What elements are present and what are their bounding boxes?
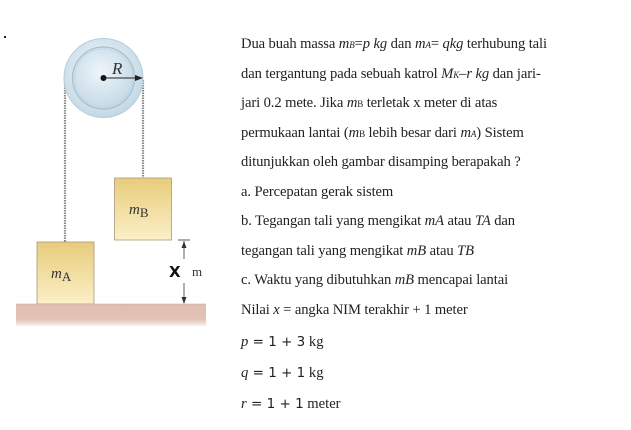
- height-label: X: [169, 263, 181, 281]
- radius-label: R: [112, 59, 123, 78]
- question-b-line-2: tegangan tali yang mengikat mB atau TB: [241, 242, 474, 259]
- pulley: [64, 39, 143, 118]
- problem-line-4: permukaan lantai (mB lebih besar dari mA) Sistem: [241, 124, 524, 141]
- block-b-label: mB: [129, 202, 149, 220]
- question-c: c. Waktu yang dibutuhkan mB mencapai lantai: [241, 272, 509, 288]
- problem-line-3: jari 0.2 mete. Jika mB terletak x meter di atas: [241, 95, 498, 111]
- pulley-diagram: [0, 0, 235, 425]
- question-a: a. Percepatan gerak sistem: [241, 183, 394, 200]
- problem-line-2: dan tergantung pada sebuah katrol MK–r kg dan jari-: [241, 65, 541, 82]
- block-a-label: mA: [51, 266, 72, 284]
- equation-q: q = 1 + 1 kg: [241, 365, 324, 381]
- equation-p: p = 1 + 3 kg: [241, 334, 324, 350]
- floor: [16, 304, 206, 326]
- nilai-x: Nilai x = angka NIM terakhir + 1 meter: [241, 301, 468, 318]
- problem-text: [241, 30, 631, 420]
- problem-line-1: Dua buah massa mB=p kg dan mA= qkg terhubung tali: [241, 36, 547, 52]
- arrow-up-icon: [182, 241, 187, 248]
- arrow-down-icon: [182, 297, 187, 304]
- question-b-line-1: b. Tegangan tali yang mengikat mA atau TA dan: [241, 213, 516, 229]
- height-unit: m: [192, 264, 203, 279]
- equation-r: r = 1 + 1 meter: [241, 396, 341, 412]
- problem-line-5: ditunjukkan oleh gambar disamping berapakah ?: [241, 154, 521, 170]
